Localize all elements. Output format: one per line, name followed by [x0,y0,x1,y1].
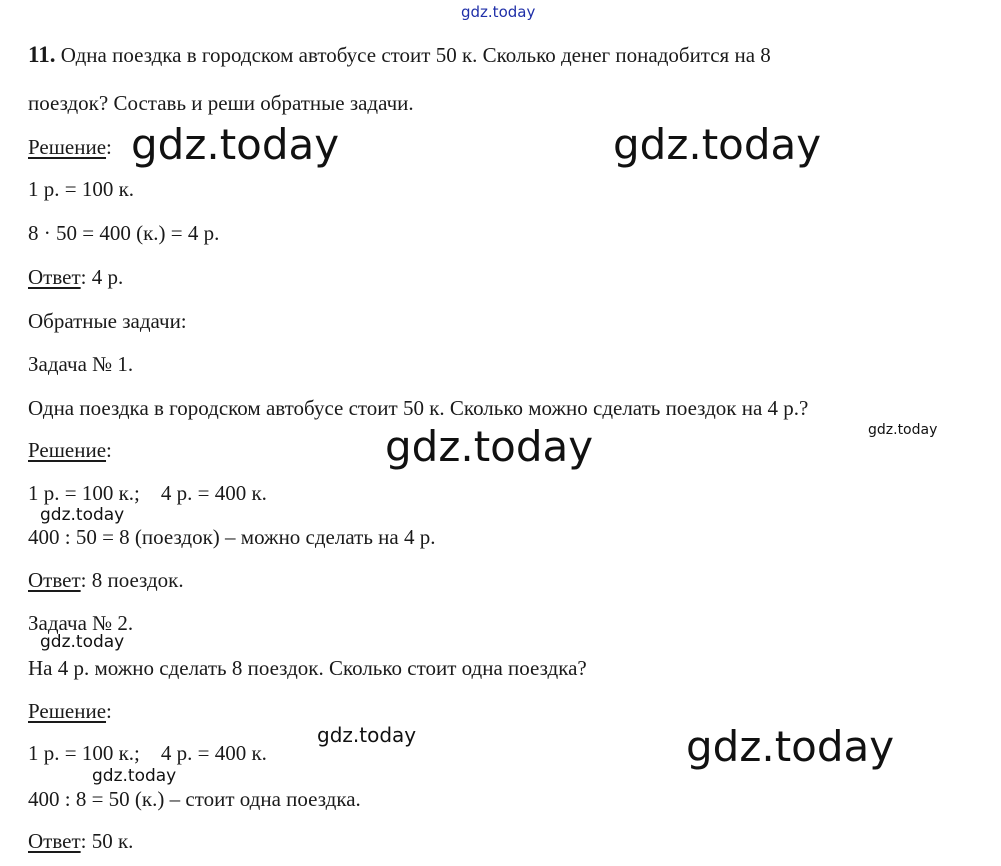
problem-2-solution-heading [28,698,112,724]
solution-label: Решение [28,438,107,462]
solution-line-1: 1 р. = 100 к. [28,177,135,201]
inverse-tasks-heading: Обратные задачи: [28,309,187,333]
watermark: gdz.today [317,723,417,747]
task-text-1: Одна поездка в городском автобусе стоит 50 к. Сколько денег понадобится на 8 [60,43,771,67]
solution-colon: : [106,135,112,159]
watermark: gdz.today [40,632,125,652]
watermark: gdz.today [868,422,938,438]
solution-colon: : [106,438,112,462]
problem-2-answer-line [28,828,133,854]
task-statement-line-2: поездок? Составь и реши обратные задачи. [28,91,414,115]
solution-label: Решение [28,699,107,723]
watermark: gdz.today [385,422,594,471]
problem-1-solution-heading [28,437,112,463]
problem-2-title: Задача № 2. [28,611,134,635]
answer-label: Ответ [28,265,81,289]
watermark: gdz.today [686,722,895,771]
answer-label: Ответ [28,829,81,853]
task-statement-line-1 [28,42,771,68]
problem-1-solution-line-1: 1 р. = 100 к.; 4 р. = 400 к. [28,481,267,505]
solution-heading [28,134,112,160]
watermark-logo: gdz.today [461,3,536,21]
problem-1-title: Задача № 1. [28,352,134,376]
solution-label: Решение [28,135,107,159]
solution-line-2: 8 · 50 = 400 (к.) = 4 р. [28,221,220,245]
problem-1-answer-line [28,567,184,593]
watermark: gdz.today [40,505,125,525]
task-number: 11. [28,42,56,67]
problem-2-text: На 4 р. можно сделать 8 поездок. Сколько стоит одна поездка? [28,656,587,680]
watermark: gdz.today [131,120,340,169]
answer-value: : 8 поездок. [80,568,184,592]
solution-colon: : [106,699,112,723]
answer-value: : 4 р. [80,265,124,289]
answer-line [28,264,123,290]
watermark: gdz.today [92,766,177,786]
problem-1-text: Одна поездка в городском автобусе стоит 50 к. Сколько можно сделать поездок на 4 р.? [28,396,809,420]
answer-label: Ответ [28,568,81,592]
problem-2-solution-line-1: 1 р. = 100 к.; 4 р. = 400 к. [28,741,267,765]
watermark: gdz.today [613,120,822,169]
problem-1-solution-line-2: 400 : 50 = 8 (поездок) – можно сделать на 4 р. [28,525,436,549]
problem-2-solution-line-2: 400 : 8 = 50 (к.) – стоит одна поездка. [28,787,361,811]
answer-value: : 50 к. [80,829,134,853]
